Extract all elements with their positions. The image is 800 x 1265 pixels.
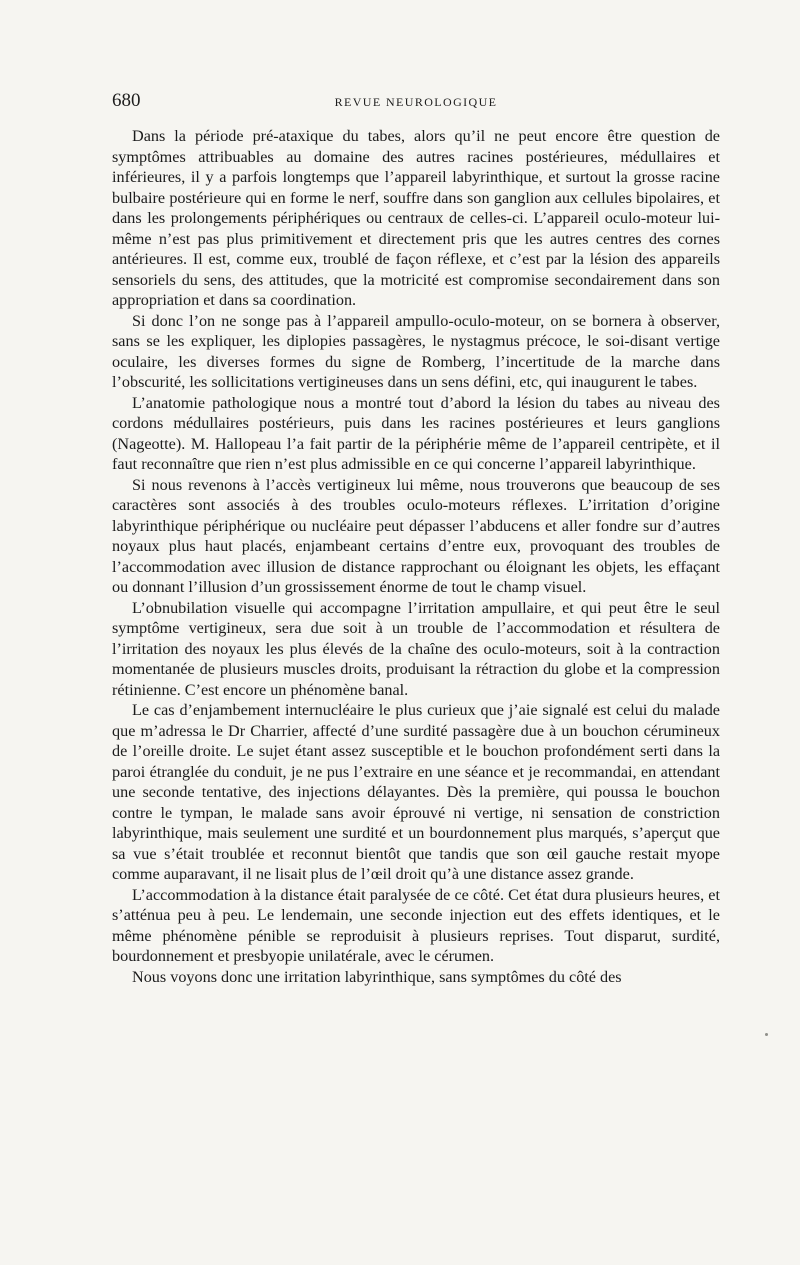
page-header bbox=[112, 90, 720, 114]
paragraph: Dans la période pré-ataxique du tabes, alors qu’il ne peut encore être question de symptômes attribuables au domaine des autres racines postérieures, médullaires et inférieures, il y a parfois longtemps que l’appareil labyrinthique, et surtout la grosse racine bulbaire postérieure qui en forme le nerf, souffre dans son ganglion aux cellules bipolaires, et dans les prolongements périphériques ou centraux de celles-ci. L’appareil oculo-moteur lui-même n’est pas plus primitivement et directement pris que les autres centres des cornes antérieures. Il est, comme eux, troublé de façon réflexe, et c’est par la lésion des appareils sensoriels du sens, des attitudes, que la motricité est compromise secondairement dans son appropriation et dans sa coordination. bbox=[112, 127, 720, 309]
running-head: REVUE NEUROLOGIQUE bbox=[334, 95, 498, 109]
paper-speck bbox=[765, 1033, 768, 1036]
paragraph: L’anatomie pathologique nous a montré tout d’abord la lésion du tabes au niveau des cordons médullaires postérieurs, puis dans les racines postérieures et leurs ganglions (Nageotte). M. Hallopeau l’a fait partir de la périphérie même de l’appareil centripète, et il faut reconnaître que rien n’est plus admissible en ce qui concerne l’appareil labyrinthique. bbox=[112, 393, 720, 473]
paragraph: L’obnubilation visuelle qui accompagne l’irritation ampullaire, et qui peut être le seul symptôme vertigineux, sera due soit à un trouble de l’accommodation et résultera de l’irritation des noyaux les plus élevés de la chaîne des oculo-moteurs, soit à la contraction momentanée de plusieurs muscles droits, produisant la rétraction du globe et la compression rétinienne. C’est encore un phénomène banal. bbox=[112, 598, 720, 699]
article-body bbox=[112, 126, 720, 987]
paragraph: L’accommodation à la distance était paralysée de ce côté. Cet état dura plusieurs heures, et s’atténua peu à peu. Le lendemain, une seconde injection eut des effets identiques, et le même phénomène pénible se reproduisit à plusieurs reprises. Tout disparut, surdité, bourdonnement et presbyopie unilatérale, avec le cérumen. bbox=[112, 885, 720, 965]
paragraph: Si donc l’on ne songe pas à l’appareil ampullo-oculo-moteur, on se bornera à observer, sans se les expliquer, les diplopies passagères, le nystagmus précoce, le soi-disant vertige oculaire, les diverses formes du signe de Romberg, l’incertitude de la marche dans l’obscurité, les sollicitations vertigineuses dans un sens défini, etc, qui inaugurent le tabes. bbox=[112, 311, 720, 391]
page-number: 680 bbox=[112, 90, 141, 111]
paragraph: Le cas d’enjambement internucléaire le plus curieux que j’aie signalé est celui du malade que m’adressa le Dr Charrier, affecté d’une surdité passagère due à un bouchon cérumineux de l’oreille droite. Le sujet étant assez susceptible et le bouchon profondément serti dans la paroi étranglée du conduit, je ne pus l’extraire en une séance et je recommandai, en attendant une seconde tentative, des injections délayantes. Dès la première, qui poussa le bouchon contre le tympan, le malade sans avoir éprouvé ni vertige, ni sensation de constriction labyrinthique, mais seulement une surdité et un bourdonnement plus marqués, s’aperçut que sa vue s’était troublée et reconnut bientôt que tandis que son œil gauche restait myope comme auparavant, il ne lisait plus de l’œil droit qu’à une distance assez grande. bbox=[112, 701, 720, 883]
paragraph: Si nous revenons à l’accès vertigineux lui même, nous trouverons que beaucoup de ses caractères sont associés à des troubles oculo-moteurs réflexes. L’irritation d’origine labyrinthique périphérique ou nucléaire peut dépasser l’abducens et aller fondre sur d’autres noyaux plus haut placés, enjambeant certains d’entre eux, provoquant des troubles de l’accommodation avec illusion de distance rapprochant ou éloignant les objets, les effaçant ou donnant l’illusion d’un grossissement énorme de tout le champ visuel. bbox=[112, 475, 720, 596]
paragraph: Nous voyons donc une irritation labyrinthique, sans symptômes du côté des bbox=[132, 967, 622, 986]
